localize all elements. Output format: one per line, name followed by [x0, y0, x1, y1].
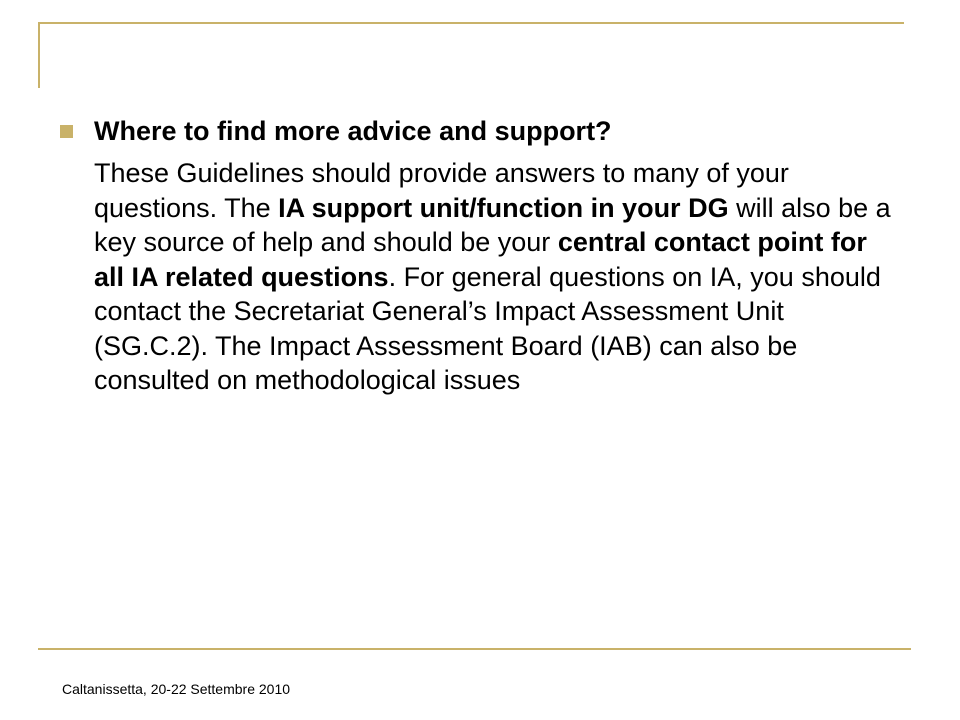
body-paragraph: [94, 156, 894, 398]
body-segment-1: These Guidelines should provide answers to many of your questions. The: [94, 158, 789, 223]
body-segment-2-bold: IA support unit/function in your DG: [278, 192, 729, 223]
frame-top-line: [38, 22, 904, 24]
bullet-item: [60, 108, 890, 154]
bullet-heading: Where to find more advice and support?: [94, 116, 612, 146]
footer-text: Caltanissetta, 20-22 Settembre 2010: [62, 681, 291, 697]
square-bullet-icon: [60, 125, 73, 138]
body-segment-3: will also be a key source of help and should be your: [94, 192, 891, 257]
body-segment-5: . For general questions on IA, you should contact the Secretariat General’s Impact Assessment Unit (SG.C.2). The Impact Assessment Board (IAB) can also be consulted on methodological issues: [94, 261, 881, 395]
slide-content: [60, 108, 890, 398]
frame-left-line: [38, 22, 40, 88]
frame-bottom-line: [38, 648, 911, 650]
body-segment-4-bold: central contact point for all IA related questions: [94, 227, 867, 292]
